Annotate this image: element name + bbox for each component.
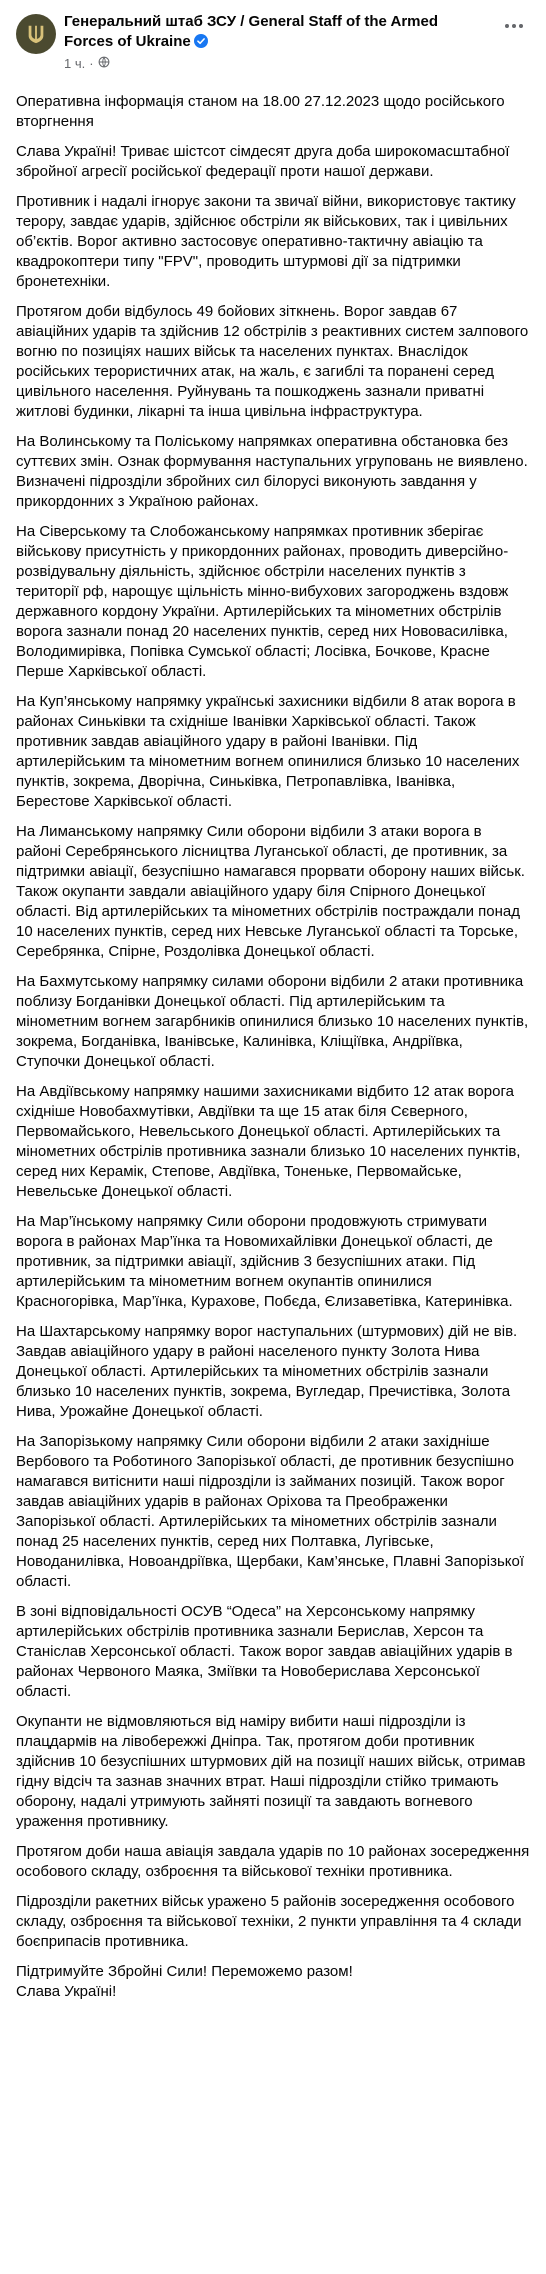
meta-separator: · (89, 56, 94, 71)
page-avatar[interactable] (16, 14, 56, 54)
post-header (16, 12, 530, 73)
post-closing (16, 1962, 530, 2002)
post-paragraph: Підрозділи ракетних військ уражено 5 районів зосередження особового складу, озброєння та військової техніки, 2 пункти управління та 4 склади боєприпасів противника. (16, 1893, 522, 1950)
post-paragraph: Протягом доби відбулось 49 бойових зіткнень. Ворог завдав 67 авіаційних ударів та здійснив 12 обстрілів з реактивних систем залпового вогню по позиціях наших військ та населених пунктах. Внаслідок російських терористичних атак, на жаль, є загиблі та поранені серед цивільного населення. Руйнувань та пошкоджень зазнали приватні житлові будинки, лікарні та інша цивільна інфраструктура. (16, 303, 529, 420)
globe-icon[interactable] (98, 55, 110, 73)
post-paragraph: На Запорізькому напрямку Сили оборони відбили 2 атаки західніше Вербового та Роботиного Запорізької області, де противник безуспішно намагався витіснити наші підрозділи із займаних позицій. Також ворог завдав авіаційних ударів в районах Оріхова та Преображенки Запорізької області. Артилерійських та мінометних обстрілів зазнали понад 25 населених пунктів, серед них Полтавка, Лугівське, Новоданилівка, Новоандріївка, Щербаки, Кам’янське, Плавні Запорізької області. (16, 1433, 525, 1590)
post-body (16, 92, 530, 2002)
post-paragraph: На Авдіївському напрямку нашими захисниками відбито 12 атак ворога східніше Новобахмутівки, Авдіївки та ще 15 атак біля Сєверного, Первомайського, Невельського Донецької області. Артилерійських та мінометних обстрілів противника зазнали близько 10 населених пунктів, серед них Керамік, Степове, Авдіївка, Тоненьке, Первомайське, Невельське Донецької області. (16, 1083, 521, 1200)
post-meta (64, 55, 484, 73)
page-name-text[interactable]: Генеральний штаб ЗСУ / General Staff of the Armed Forces of Ukraine (64, 13, 439, 50)
post-paragraph: Окупанти не відмовляються від наміру вибити наші підрозділи із плацдармів на лівобережжі Дніпра. Так, протягом доби противник здійснив 10 безуспішних штурмових дій на позиції наших військ, отримав гідну відсіч та зазнав значних втрат. Наші підрозділи стійко тримають оборону, надалі утримують зайняті позиції та завдають вогневого ураження противнику. (16, 1713, 526, 1830)
more-options-button[interactable] (500, 16, 528, 36)
verified-badge-icon (194, 34, 208, 54)
post-paragraph: Слава Україні! Триває шістсот сімдесят друга доба широкомасштабної збройної агресії російської федерації проти нашої держави. (16, 143, 510, 180)
closing-line: Підтримуйте Збройні Сили! Переможемо разом! (16, 1963, 353, 1980)
post-paragraph: На Мар’їнському напрямку Сили оборони продовжують стримувати ворога в районах Мар’їнка та Новомихайлівки Донецької області, де противник, за підтримки авіації, здійснив 3 безуспішних атаки. Під артилерійським та мінометним вогнем окупантів опинилися Красногорівка, Мар’їнка, Курахове, Побєда, Єлизаветівка, Катеринівка. (16, 1213, 513, 1310)
post-timestamp[interactable]: 1 ч. (64, 56, 86, 71)
post-paragraph: На Лиманському напрямку Сили оборони відбили 3 атаки ворога в районі Серебрянського лісництва Луганської області, де противник, за підтримки авіації, безуспішно намагався прорвати оборону наших військ. Також окупанти завдали авіаційного удару біля Спірного Донецької області. Від артилерійських та мінометних обстрілів постраждали понад 10 населених пунктів, серед них Невське Луганської області та Торське, Серебрянка, Спірне, Роздолівка Донецької області. (16, 823, 525, 960)
post-header-text (64, 12, 484, 73)
page-name[interactable] (64, 12, 484, 54)
post-paragraph: На Шахтарському напрямку ворог наступальних (штурмових) дій не вів. Завдав авіаційного удару в районі населеного пункту Золота Нива Донецької області. Артилерійських та мінометних обстрілів зазнали близько 10 населених пунктів, зокрема, Вугледар, Пречистівка, Золота Нива, Урожайне Донецької області. (16, 1323, 518, 1420)
post-paragraph: На Сіверському та Слобожанському напрямках противник зберігає військову присутність у прикордонних районах, проводить диверсійно-розвідувальну діяльність, здійснює обстріли населених пунктів з території рф, нарощує щільність мінно-вибухових загороджень вздовж державного кордону України. Артилерійських та мінометних обстрілів ворога зазнали понад 20 населених пунктів, серед них Нововасилівка, Володимирівка, Попівка Сумської області; Лосівка, Бочкове, Красне Перше Харківської області. (16, 523, 509, 680)
post-paragraph: Оперативна інформація станом на 18.00 27.12.2023 щодо російського вторгнення (16, 93, 505, 130)
post-paragraph: Противник і надалі ігнорує закони та звичаї війни, використовує тактику терору, завдає ударів, здійснює обстріли як військових, так і цивільних об’єктів. Ворог активно застосовує оперативно-тактичну авіацію та квадрокоптери типу "FPV", проводить штурмові дії за підтримки бронетехніки. (16, 193, 516, 290)
general-staff-emblem-icon (25, 23, 47, 45)
post-paragraph: На Бахмутському напрямку силами оборони відбили 2 атаки противника поблизу Богданівки Донецької області. Під артилерійським та мінометним вогнем загарбників опинилися близько 10 населених пунктів, зокрема, Богданівка, Іванівське, Калинівка, Кліщіївка, Андріївка, Ступочки Донецької області. (16, 973, 529, 1070)
post-paragraph: На Волинському та Поліському напрямках оперативна обстановка без суттєвих змін. Ознак формування наступальних угруповань не виявлено. Визначені підрозділи збройних сил білорусі виконують завдання у прикордонних з Україною районах. (16, 433, 528, 510)
closing-line: Слава Україні! (16, 1983, 117, 2000)
post-paragraph: В зоні відповідальності ОСУВ “Одеса” на Херсонському напрямку артилерійських обстрілів противника зазнали Берислав, Херсон та Станіслав Херсонської області. Також ворог завдав авіаційних ударів в районах Червоного Маяка, Змiївки та Новоберислава Херсонської області. (16, 1603, 513, 1700)
post-paragraph: Протягом доби наша авіація завдала ударів по 10 районах зосередження особового складу, озброєння та військової техніки противника. (16, 1843, 530, 1880)
more-options-icon (504, 23, 524, 29)
post-paragraph: На Куп’янському напрямку українські захисники відбили 8 атак ворога в районах Синьківки та східніше Іванівки Харківської області. Також противник завдав авіаційного удару в районі Іванівки. Під артилерійським та мінометним вогнем опинилися близько 10 населених пунктів, зокрема, Дворічна, Синьківка, Петропавлівка, Іванівка, Берестове Харківської області. (16, 693, 520, 810)
